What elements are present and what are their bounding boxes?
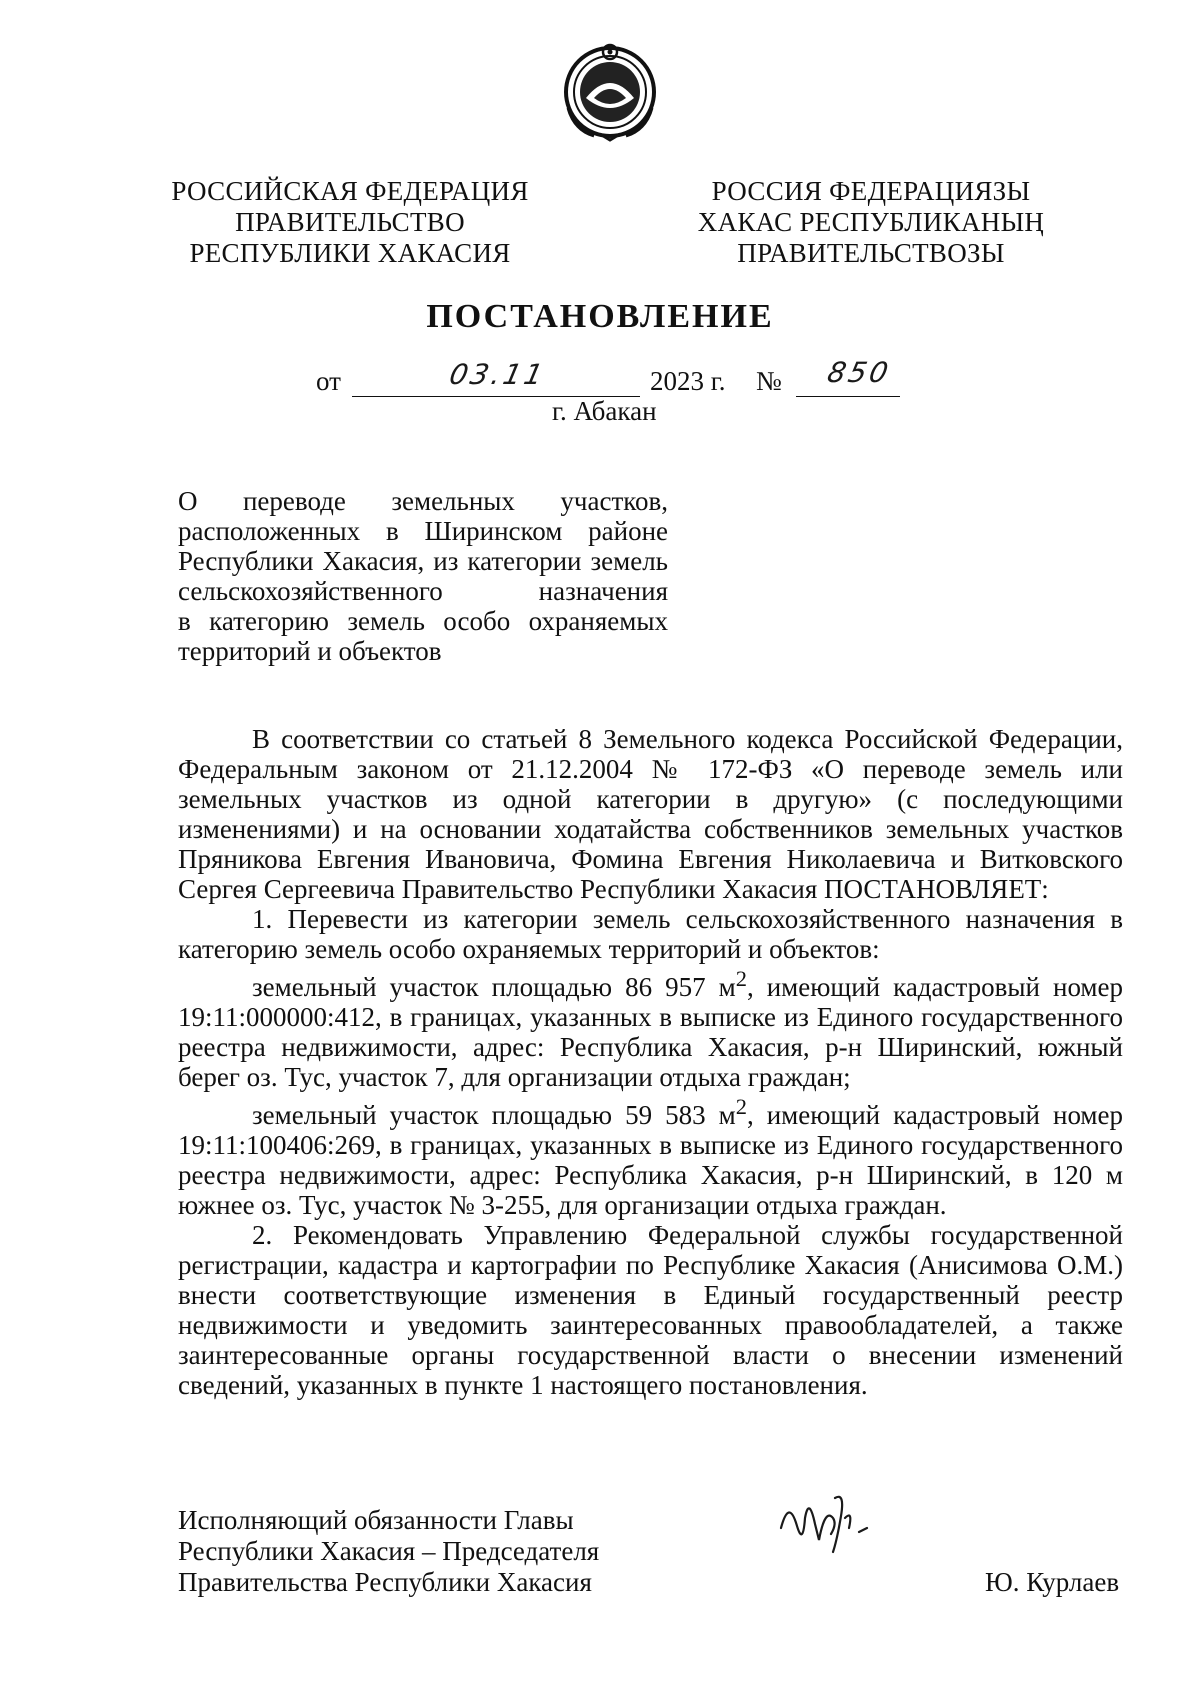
number-label: №: [756, 366, 782, 396]
subject-line: Республики Хакасия, из категории земель: [178, 546, 668, 576]
city-label: г. Абакан: [552, 396, 657, 426]
date-handwritten: 03.11: [446, 358, 549, 391]
document-title: ПОСТАНОВЛЕНИЕ: [426, 298, 774, 335]
body-paragraph: 2. Рекомендовать Управлению Федеральной службы государственной регистрации, кадастра и картографии по Республике Хакасия (Анисимова О.М.) внести соответствующие изменения в Единый государственный реестр недвижимости и уведомить заинтересованных правообладателей, а также заинтересованные органы государственной власти о внесении изменений сведений, указанных в пункте 1 настоящего постановления.: [178, 1220, 1123, 1400]
parcel-2-text-rest: , имеющий кадастровый номер 19:11:100406:269, в границах, указанных в выписке из Единого государственного реестра недвижимости, адрес: Республика Хакасия, р-н Ширинский, в 120 м южнее оз. Тус, участок № 3-255, для организации отдыха граждан.: [178, 1100, 1123, 1220]
year-label: 2023 г.: [650, 366, 726, 396]
position-line: Республики Хакасия – Председателя: [178, 1536, 600, 1566]
body-paragraph: В соответствии со статьей 8 Земельного кодекса Российской Федерации, Федеральным законом от 21.12.2004 № 172-ФЗ «О переводе земель или земельных участков из одной категории в другую» (с последующими изменениями) и на основании ходатайства собственников земельных участков Пряникова Евгения Ивановича, Фомина Евгения Николаевича и Витковского Сергея Сергеевича Правительство Республики Хакасия ПОСТАНОВЛЯЕТ:: [178, 724, 1123, 904]
header-right: [686, 176, 1056, 269]
superscript: 2: [735, 1094, 747, 1119]
header-left-line: РОССИЙСКАЯ ФЕДЕРАЦИЯ: [171, 176, 529, 206]
subject-line: территорий и объектов: [178, 636, 442, 666]
parcel-1-text: земельный участок площадью 86 957 м: [252, 972, 736, 1002]
from-label: от: [316, 366, 341, 396]
header-right-line: ХАКАС РЕСПУБЛИКАНЫҢ: [697, 207, 1045, 237]
coat-of-arms-icon: [560, 38, 660, 142]
header-left-line: ПРАВИТЕЛЬСТВО: [235, 207, 465, 237]
header-right-line: ПРАВИТЕЛЬСТВОЗЫ: [737, 238, 1005, 268]
parcel-1-text-rest: , имеющий кадастровый номер 19:11:000000:412, в границах, указанных в выписке из Единого государственного реестра недвижимости, адрес: Республика Хакасия, р-н Ширинский, южный берег оз. Тус, участок 7, для организации отдыха граждан;: [178, 972, 1123, 1092]
signatory-position: [178, 1505, 599, 1598]
header-right-line: РОССИЯ ФЕДЕРАЦИЯЗЫ: [711, 176, 1031, 206]
number-handwritten: 850: [824, 356, 894, 389]
body-paragraph: [178, 964, 1123, 1092]
signatory-name: Ю. Курлаев: [985, 1567, 1120, 1597]
number-underline: [796, 396, 900, 397]
subject-line: в категорию земель особо охраняемых: [178, 606, 668, 636]
subject-line: расположенных в Ширинском районе: [178, 516, 668, 546]
position-line: Исполняющий обязанности Главы: [178, 1505, 574, 1535]
position-line: Правительства Республики Хакасия: [178, 1567, 592, 1597]
parcel-2-text: земельный участок площадью 59 583 м: [252, 1100, 736, 1130]
body-paragraph: [178, 1092, 1123, 1220]
superscript: 2: [735, 966, 747, 991]
subject-line: О переводе земельных участков,: [178, 486, 668, 516]
document-body: [178, 724, 1123, 1400]
date-row: [0, 356, 1200, 400]
header-left: [160, 176, 540, 269]
body-paragraph: 1. Перевести из категории земель сельскохозяйственного назначения в категорию земель особо охраняемых территорий и объектов:: [178, 904, 1123, 964]
handwritten-signature: [775, 1488, 885, 1558]
document-subject: [178, 486, 668, 666]
header-left-line: РЕСПУБЛИКИ ХАКАСИЯ: [189, 238, 511, 268]
subject-line: сельскохозяйственного назначения: [178, 576, 668, 606]
